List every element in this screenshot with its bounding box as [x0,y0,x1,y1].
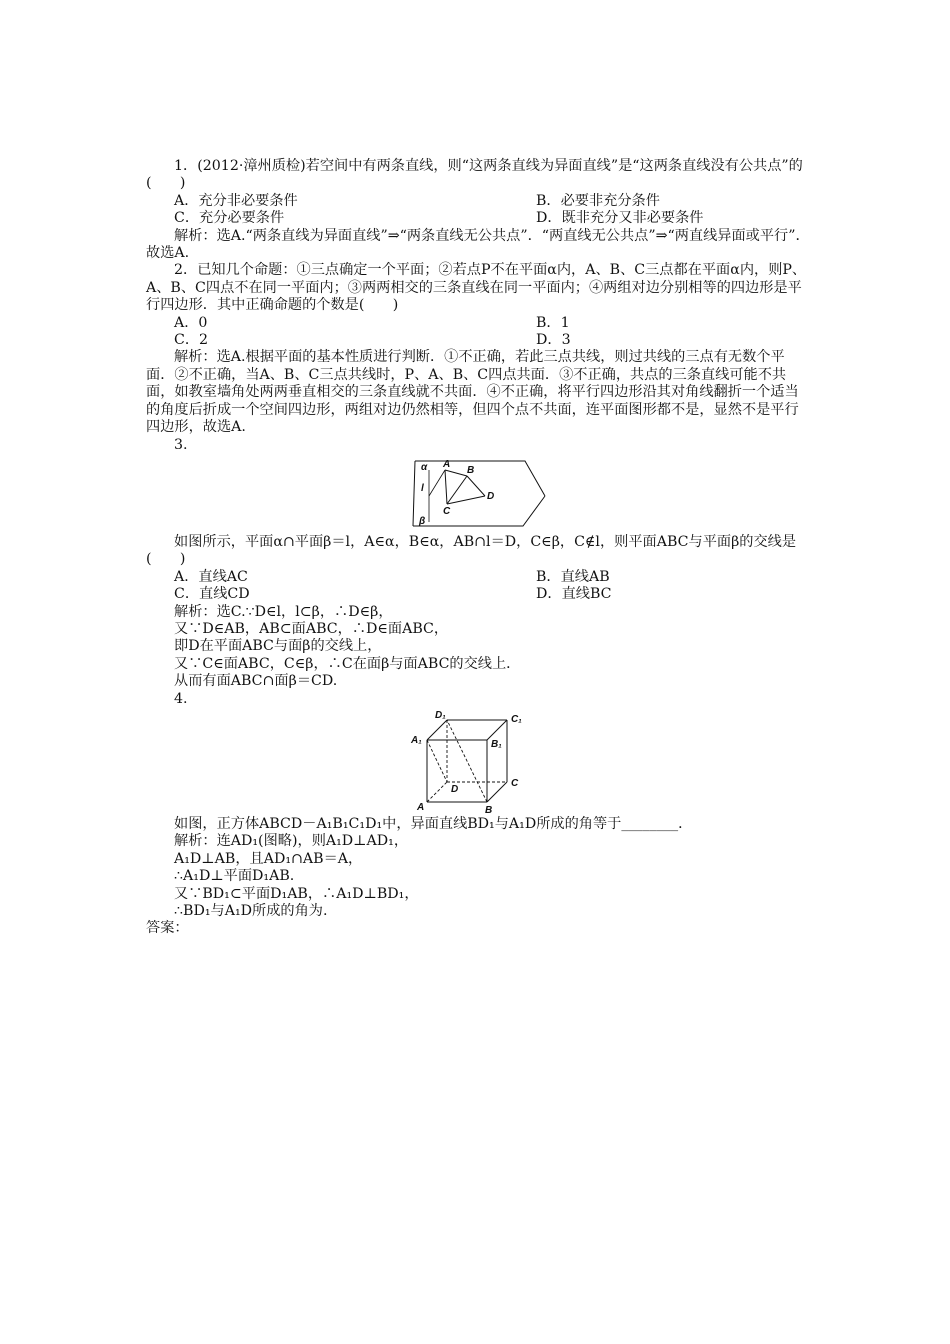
label-b1: B₁ [490,738,502,750]
q2-solution: 解析：选A.根据平面的基本性质进行判断．①不正确，若此三点共线，则过共线的三点有无数个平面．②不正确，当A、B、C三点共线时，P、A、B、C四点共面．③不正确，共点的三条直线可能不共面，如教室墙角处两两垂直相交的三条直线就不共面．④不正确，将平行四边形沿其对角线翻折一个适当的角度后折成一个空间四边形，两组对边仍然相等，但四个点不共面，连平面图形都不是，显然不是平行四边形，故选A. [146,349,799,436]
segment-ab [445,470,467,476]
q3-stem: 如图所示，平面α∩平面β＝l，A∈α，B∈α，AB∩l＝D，C∈β，C∉l，则平面ABC与平面β的交线是( ) [146,533,797,568]
label-d: D [450,783,458,795]
q3-option-a: A．直线AC [174,568,248,585]
q3-option-c: C．直线CD [174,586,250,603]
label-c: C [510,777,518,789]
edge-ad [427,782,447,802]
label-alpha: α [420,461,427,473]
q1-options-row2 [146,210,811,227]
q3-solution-line: 又∵D∈AB，AB⊂面ABC，∴D∈面ABC， [174,620,449,637]
q1-option-d: D．既非充分又非必要条件 [536,210,704,227]
q3-option-d: D．直线BC [536,586,612,603]
q1-option-b: B．必要非充分条件 [536,192,660,209]
planes-intersection-diagram [409,456,549,532]
q4-solution-line: 解析：连AD₁(图略)，则A₁D⊥AD₁， [174,833,409,850]
segment-bc [447,476,467,504]
diagonal-a1d [427,740,447,782]
label-d1: D₁ [434,709,446,721]
q1-stem: 1．(2012·漳州质检)若空间中有两条直线，则“这两条直线为异面直线”是“这两条直线没有公共点”的( ) [146,158,803,192]
q1-option-c: C．充分必要条件 [174,210,285,227]
q3-solution-line: 又∵C∈面ABC，C∈β，∴C在面β与面ABC的交线上． [174,655,521,672]
edge-bc [487,782,507,802]
q1-option-a: A．充分非必要条件 [174,192,298,209]
answer-label: 答案： [146,920,189,937]
q1-options-row1 [146,193,811,210]
q2-option-d: D．3 [536,332,571,349]
label-a: A [416,801,424,813]
q4-number: 4. [174,690,188,707]
q4-solution-line: A₁D⊥AB，且AD₁∩AB＝A， [174,850,363,867]
q2-stem: 2．已知几个命题：①三点确定一个平面；②若点P不在平面α内，A、B、C三点都在平面α内，则P、A、B、C四点不在同一平面内；③两两相交的三条直线在同一平面内；④两组对边分别相等的四边形是平行四边形．其中正确命题的个数是( ) [146,262,807,314]
label-beta: β [418,515,425,527]
label-b: B [484,804,492,814]
label-b: B [466,464,474,476]
q3-solution-line: 即D在平面ABC与面β的交线上， [174,638,382,655]
q2-option-c: C．2 [174,332,209,349]
label-d: D [486,490,494,502]
q3-option-b: B．直线AB [536,568,610,585]
q4-solution-line: ∴A₁D⊥平面D₁AB. [174,868,295,885]
q2-option-b: B．1 [536,314,570,331]
q3-solution-line: 从而有面ABC∩面β＝CD. [174,673,338,690]
q3-options-row1 [146,569,811,586]
q4-stem: 如图，正方体ABCD－A₁B₁C₁D₁中，异面直线BD₁与A₁D所成的角等于________． [174,815,693,832]
q2-options-row2 [146,332,811,349]
q2-options-row1 [146,315,811,332]
label-l: l [420,482,424,494]
edge-b1c1 [487,720,507,740]
q3-number: 3. [174,436,188,453]
plane-beta-outline [413,496,545,526]
q4-solution-line: 又∵BD₁⊂平面D₁AB，∴A₁D⊥BD₁， [174,885,419,902]
q2-option-a: A．0 [174,314,208,331]
segment-bd [467,476,485,496]
label-a1: A₁ [410,734,422,746]
q3-solution [146,604,811,691]
q3-options-row2 [146,586,811,603]
q1-solution: 解析：选A.“两条直线为异面直线”⇒“两条直线无公共点”．“两直线无公共点”⇒“两直线异面或平行”．故选A. [146,227,810,262]
label-c: C [442,505,450,517]
segment-a-l [429,470,445,496]
q4-solution [146,833,811,920]
line-l [413,461,415,526]
cube-diagram [409,710,549,814]
q3-solution-line: 解析：选C.∵D∈l，l⊂β，∴D∈β， [174,603,393,620]
label-a: A [442,458,450,470]
q4-solution-line: ∴BD₁与A₁D所成的角为. [174,903,328,919]
document-body [146,158,811,938]
segment-ac [445,470,447,504]
edge-a1d1 [427,720,447,740]
label-c1: C₁ [510,713,522,725]
q4-figure [146,710,811,814]
segment-cd [447,496,485,504]
q3-figure [146,456,811,532]
